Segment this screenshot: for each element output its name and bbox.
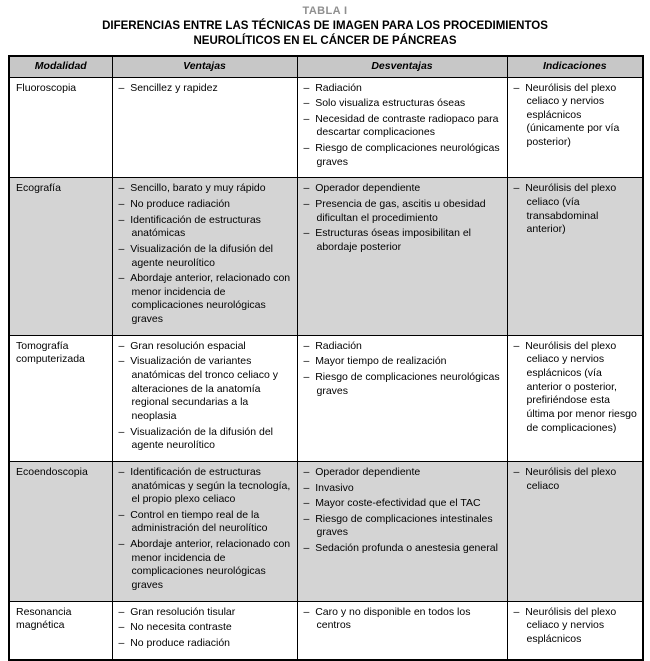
list-item: – Abordaje anterior, relacionado con menor incidencia de complicaciones neurológicas graves — [119, 538, 292, 593]
table-row — [9, 461, 643, 601]
dash-list — [304, 82, 502, 170]
indications-cell — [507, 335, 643, 461]
disadvantages-cell — [297, 335, 507, 461]
list-item: – Gran resolución espacial — [119, 340, 292, 354]
list-item: – No produce radiación — [119, 637, 292, 651]
list-item: – Riesgo de complicaciones neurológicas graves — [304, 142, 502, 169]
advantages-cell — [112, 461, 297, 601]
dash-list — [119, 606, 292, 651]
list-item: – Mayor coste-efectividad que el TAC — [304, 497, 502, 511]
list-item: – Presencia de gas, ascitis u obesidad dificultan el procedimiento — [304, 198, 502, 225]
table-caption — [8, 5, 642, 49]
disadvantages-cell — [297, 178, 507, 335]
table-row — [9, 335, 643, 461]
list-item: – Riesgo de complicaciones neurológicas graves — [304, 371, 502, 398]
advantages-cell — [112, 335, 297, 461]
list-item: – Visualización de variantes anatómicas del tronco celiaco y alteraciones de la anatomía regional secundarias a la neoplasia — [119, 355, 292, 423]
list-item: – Caro y no disponible en todos los centros — [304, 606, 502, 633]
advantages-cell — [112, 601, 297, 659]
dash-list — [514, 466, 638, 493]
dash-list — [514, 606, 638, 647]
table-row — [9, 77, 643, 178]
list-item: – Visualización de la difusión del agente neurolítico — [119, 426, 292, 453]
dash-list — [304, 466, 502, 556]
comparison-table — [8, 55, 644, 661]
list-item: – Neurólisis del plexo celiaco — [514, 466, 638, 493]
modality-cell: Fluoroscopia — [9, 77, 112, 178]
list-item: – Radiación — [304, 82, 502, 96]
list-item: – Abordaje anterior, relacionado con menor incidencia de complicaciones neurológicas graves — [119, 272, 292, 327]
list-item: – Necesidad de contraste radiopaco para descartar complicaciones — [304, 113, 502, 140]
disadvantages-cell — [297, 461, 507, 601]
table-header-row — [9, 56, 643, 77]
column-header-desventajas: Desventajas — [297, 56, 507, 77]
advantages-cell — [112, 178, 297, 335]
list-item: – Neurólisis del plexo celiaco (vía transabdominal anterior) — [514, 182, 638, 237]
list-item: – Mayor tiempo de realización — [304, 355, 502, 369]
list-item: – Identificación de estructuras anatómicas — [119, 214, 292, 241]
list-item: – Sencillez y rapidez — [119, 82, 292, 96]
dash-list — [119, 182, 292, 326]
indications-cell — [507, 601, 643, 659]
list-item: – Riesgo de complicaciones intestinales graves — [304, 513, 502, 540]
modality-cell: Resonancia magnética — [9, 601, 112, 659]
advantages-cell — [112, 77, 297, 178]
list-item: – Neurólisis del plexo celiaco y nervios esplácnicos (únicamente por vía posterior) — [514, 82, 638, 150]
dash-list — [304, 340, 502, 399]
list-item: – Radiación — [304, 340, 502, 354]
dash-list — [514, 340, 638, 435]
list-item: – No necesita contraste — [119, 621, 292, 635]
modality-cell: Ecografía — [9, 178, 112, 335]
table-label: TABLA I — [302, 5, 348, 17]
disadvantages-cell — [297, 601, 507, 659]
list-item: – Solo visualiza estructuras óseas — [304, 97, 502, 111]
list-item: – No produce radiación — [119, 198, 292, 212]
dash-list — [304, 606, 502, 633]
modality-cell: Ecoendoscopia — [9, 461, 112, 601]
indications-cell — [507, 461, 643, 601]
list-item: – Invasivo — [304, 482, 502, 496]
list-item: – Control en tiempo real de la administración del neurolítico — [119, 509, 292, 536]
table-row — [9, 178, 643, 335]
disadvantages-cell — [297, 77, 507, 178]
modality-cell: Tomografía computerizada — [9, 335, 112, 461]
column-header-ventajas: Ventajas — [112, 56, 297, 77]
table-title: DIFERENCIAS ENTRE LAS TÉCNICAS DE IMAGEN PARA LOS PROCEDIMIENTOS NEUROLÍTICOS EN EL CÁNCER DE PÁNCREAS — [102, 20, 548, 47]
list-item: – Operador dependiente — [304, 182, 502, 196]
column-header-indicaciones: Indicaciones — [507, 56, 643, 77]
list-item: – Identificación de estructuras anatómicas y según la tecnología, el propio plexo celiaco — [119, 466, 292, 507]
dash-list — [514, 182, 638, 237]
table-row — [9, 601, 643, 659]
dash-list — [304, 182, 502, 254]
list-item: – Estructuras óseas imposibilitan el abordaje posterior — [304, 227, 502, 254]
list-item: – Visualización de la difusión del agente neurolítico — [119, 243, 292, 270]
indications-cell — [507, 77, 643, 178]
dash-list — [119, 82, 292, 96]
dash-list — [119, 466, 292, 593]
indications-cell — [507, 178, 643, 335]
list-item: – Gran resolución tisular — [119, 606, 292, 620]
list-item: – Operador dependiente — [304, 466, 502, 480]
list-item: – Neurólisis del plexo celiaco y nervios esplácnicos (vía anterior o posterior, prefiriéndose esta última por menor riesgo de complicaciones) — [514, 340, 638, 435]
list-item: – Sedación profunda o anestesia general — [304, 542, 502, 556]
dash-list — [514, 82, 638, 150]
dash-list — [119, 340, 292, 453]
list-item: – Sencillo, barato y muy rápido — [119, 182, 292, 196]
column-header-modalidad: Modalidad — [9, 56, 112, 77]
list-item: – Neurólisis del plexo celiaco y nervios esplácnicos — [514, 606, 638, 647]
